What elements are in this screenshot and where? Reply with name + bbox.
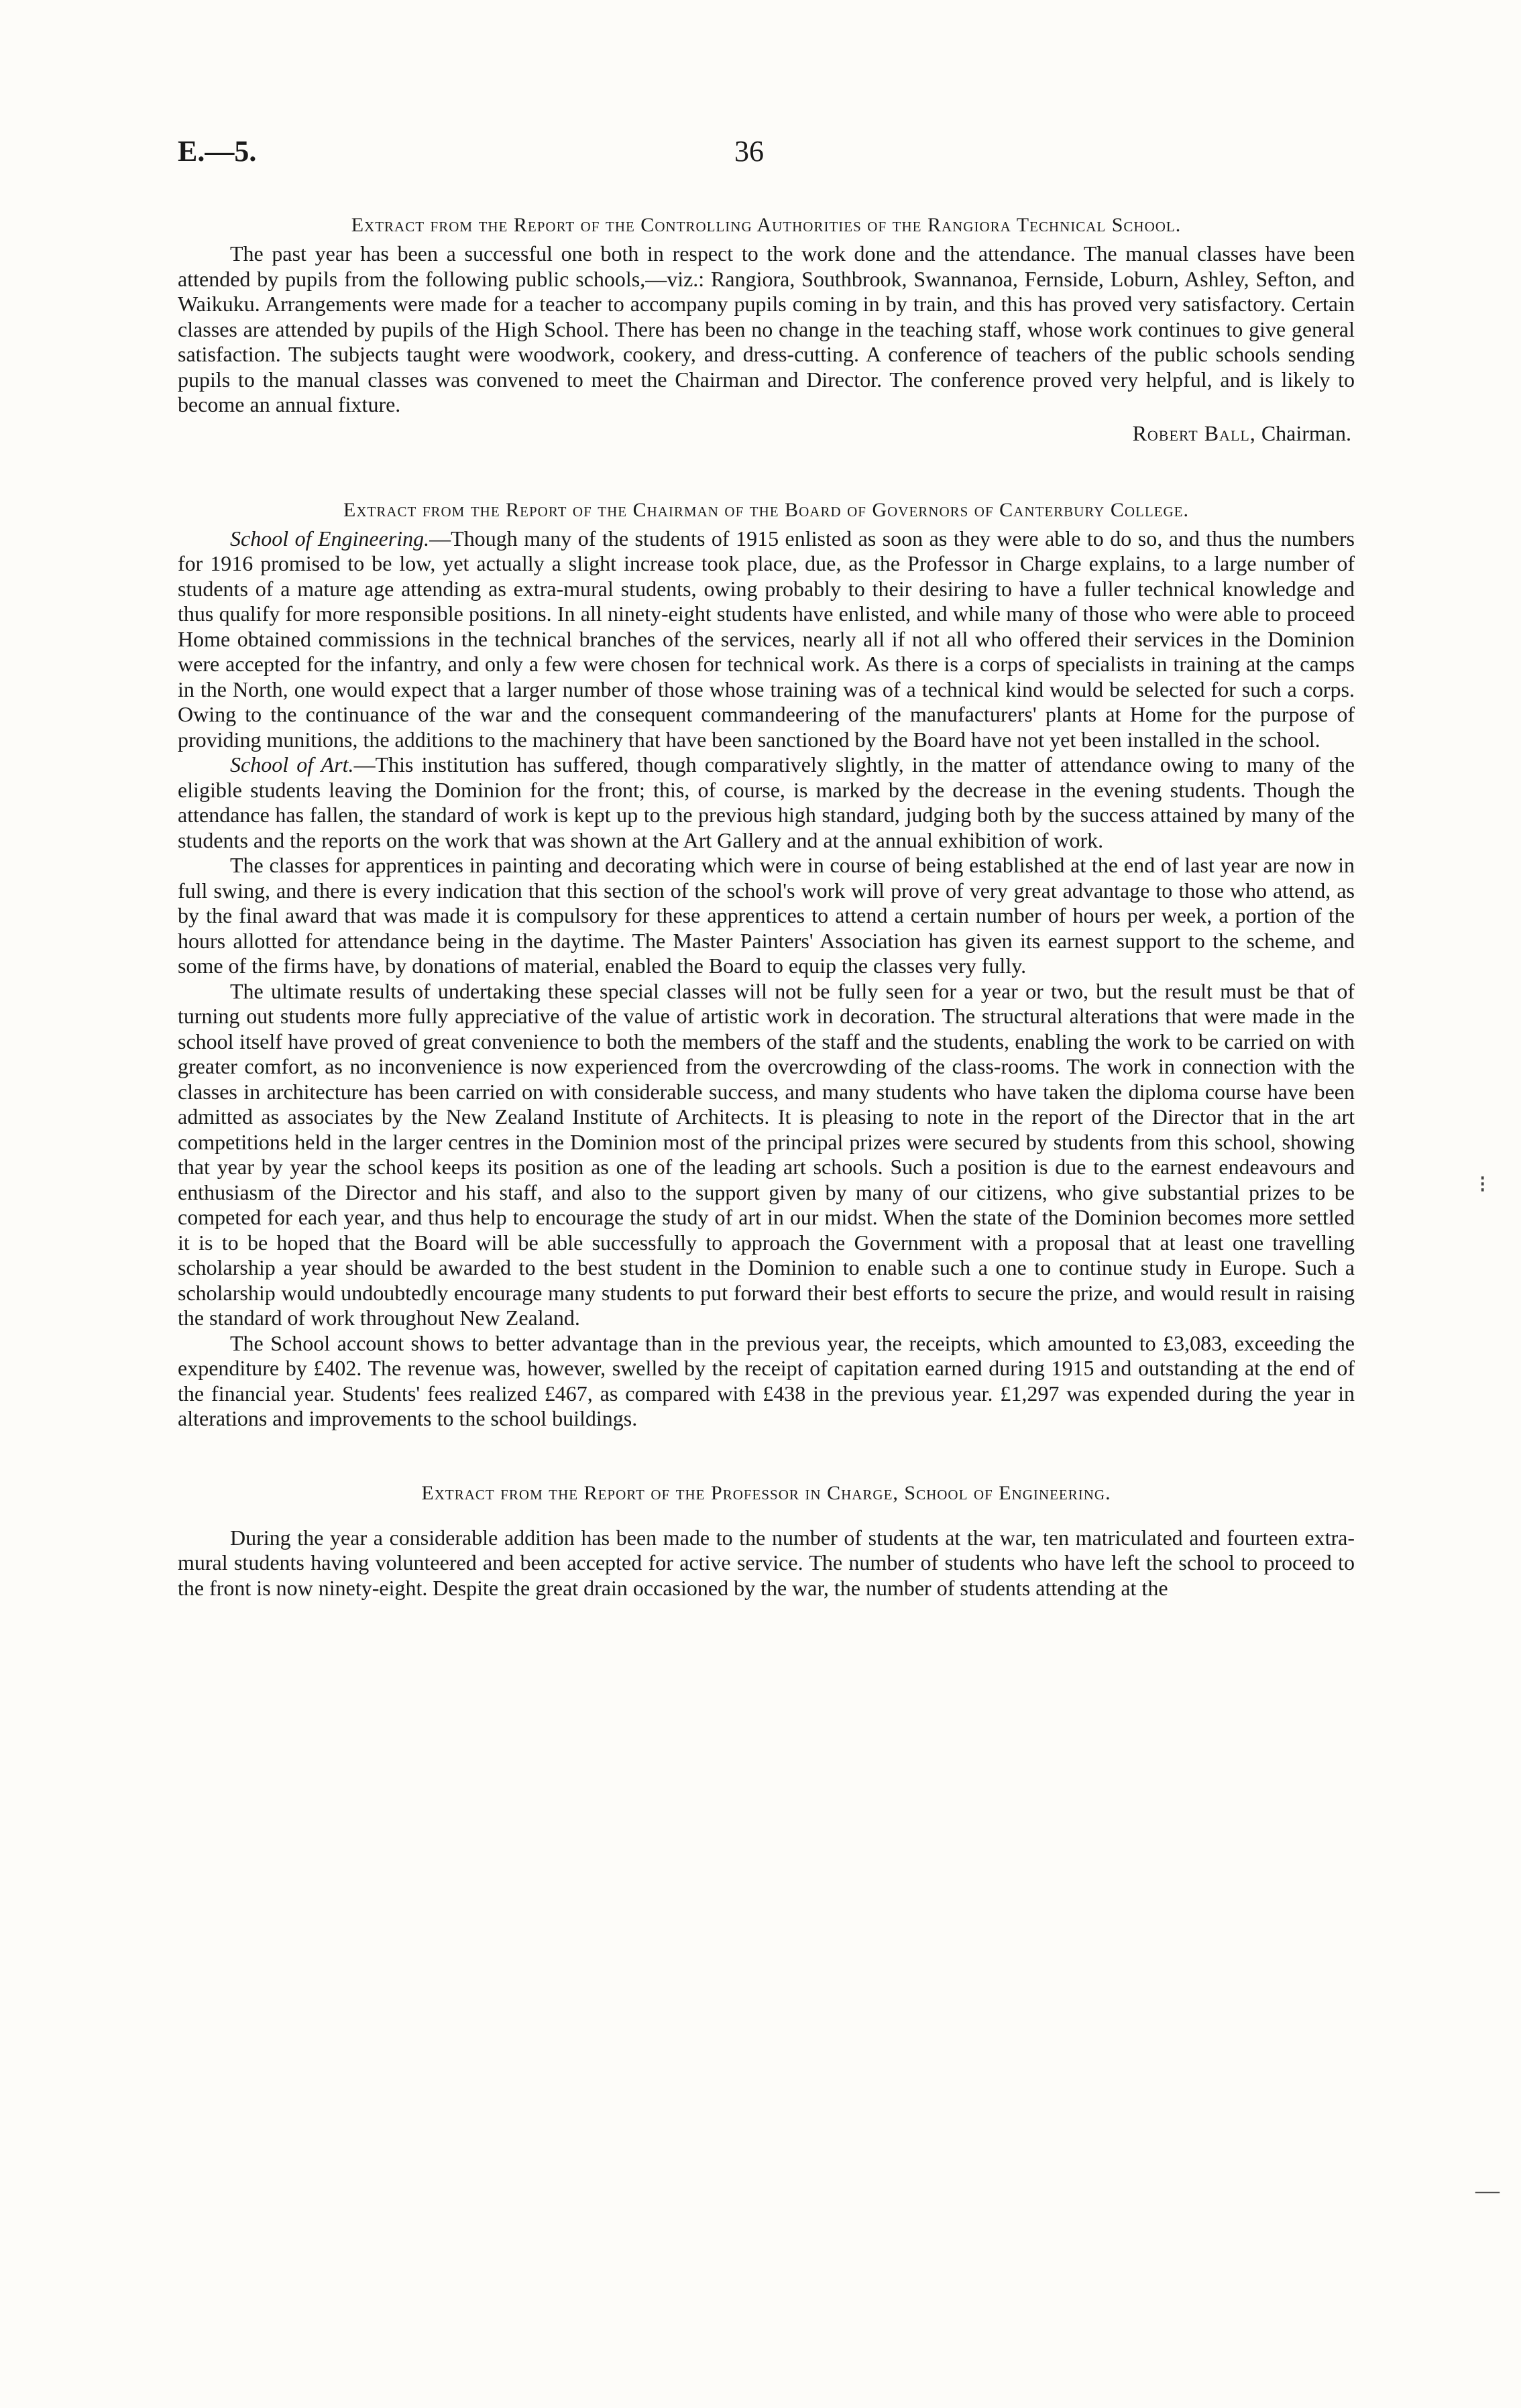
section-title: Extract from the Report of the Controlling Authorities of the Rangiora Technical School.	[351, 214, 1182, 236]
document-id: E.—5.	[178, 135, 257, 168]
signature	[178, 420, 1355, 446]
section-title: Extract from the Report of the Professor in Charge, School of Engineering.	[421, 1481, 1111, 1504]
paragraph: The past year has been a successful one both in respect to the work done and the attendance. The manual classes have been attended by pupils from the following public schools,—viz.: Rangiora, Southbrook, Swannanoa, Fernside, Loburn, Ashley, Sefton, and Waikuku. Arrangements were made for a teacher to accompany pupils coming in by train, and this has proved very satisfactory. Certain classes are attended by pupils of the High School. There has been no change in the teaching staff, whose work continues to give general satisfaction. The subjects taught were woodwork, cookery, and dress-cutting. A conference of teachers of the public schools sending pupils to the manual classes was convened to meet the Chairman and Director. The conference proved very helpful, and is likely to become an annual fixture.	[178, 241, 1355, 416]
section-title: Extract from the Report of the Chairman of the Board of Governors of Canterbury College.	[343, 498, 1189, 521]
document-page	[178, 134, 1355, 1601]
paragraph: The classes for apprentices in painting and decorating which were in course of being established at the end of last year are now in full swing, and there is every indication that this section of the school's work will prove of very great advantage to those who attend, as by the final award that was made it is compulsory for these apprentices to attend a certain number of hours per week, a portion of the hours allotted for attendance being in the daytime. The Master Painters' Association has given its earnest support to the scheme, and some of the firms have, by donations of material, enabled the Board to equip the classes very fully.	[178, 853, 1355, 978]
section-professor-engineering	[178, 1481, 1355, 1601]
paragraph: During the year a considerable addition has been made to the number of students at the war, ten matriculated and fourteen extra-mural students having volunteered and been accepted for active service. The number of students who have left the school to proceed to the front is now ninety-eight. Despite the great drain occasioned by the war, the number of students attending at the	[178, 1525, 1355, 1600]
paragraph-text: —This institution has suffered, though comparatively slightly, in the matter of attendance owing to many of the eligible students leaving the Dominion for the front; this, of course, is marked by the decrease in the evening students. Though the attendance has fallen, the standard of work is kept up to the previous high standard, judging both by the success attained by many of the students and the reports on the work that was shown at the Art Gallery and at the annual exhibition of work.	[178, 752, 1355, 852]
paragraph: The School account shows to better advantage than in the previous year, the receipts, which amounted to £3,083, exceeding the expenditure by £402. The revenue was, however, swelled by the receipt of capitation earned during 1915 and outstanding at the end of the financial year. Students' fees realized £467, as compared with £438 in the previous year. £1,297 was expended during the year in alterations and improvements to the school buildings.	[178, 1330, 1355, 1430]
paragraph-lead: School of Art.	[230, 752, 354, 777]
paragraph-lead: School of Engineering.	[230, 526, 430, 551]
paragraph-text: —Though many of the students of 1915 enlisted as soon as they were able to do so, and thus the numbers for 1916 promised to be low, yet actually a slight increase took place, due, as the Professor in Charge explains, to a large number of students of a mature age attending as extra-mural students, owing probably to their desiring to have a fuller technical knowledge and thus qualify for more responsible positions. In all ninety-eight students have enlisted, and while many of those who were able to proceed Home obtained commissions in the technical branches of the services, nearly all if not all who offered their services in the Dominion were accepted for the infantry, and only a few were chosen for technical work. As there is a corps of specialists in training at the camps in the North, one would expect that a larger number of those whose training was of a technical kind would be selected for such a corps. Owing to the continuance of the war and the consequent commandeering of the manufacturers' plants at Home for the purpose of providing munitions, the additions to the machinery that have been sanctioned by the Board have not yet been installed in the school.	[178, 526, 1355, 752]
scan-mark: —	[1475, 2177, 1500, 2203]
page-number: 36	[734, 135, 764, 168]
paragraph: The ultimate results of undertaking these special classes will not be fully seen for a year or two, but the result must be that of turning out students more fully appreciative of the value of artistic work in decoration. The structural alterations that were made in the school itself have proved of great convenience to both the members of the staff and the students, enabling the work to be carried on with greater comfort, as no inconvenience is now experienced from the overcrowding of the class-rooms. The work in connection with the classes in architecture has been carried on with considerable success, and many students who have taken the diploma course have been admitted as associates by the New Zealand Institute of Architects. It is pleasing to note in the report of the Director that in the art competitions held in the larger centres in the Dominion most of the principal prizes were secured by students from this school, showing that year by year the school keeps its position as one of the leading art schools. Such a position is due to the earnest endeavours and enthusiasm of the Director and his staff, and also to the support given by many of our citizens, who give substantial prizes to be competed for each year, and thus help to encourage the study of art in our midst. When the state of the Dominion becomes more settled it is to be hoped that the Board will be able successfully to approach the Government with a proposal that at least one travelling scholarship a year should be awarded to the best student in the Dominion to enable such a one to continue study in Europe. Such a scholarship would undoubtedly encourage many students to put forward their best efforts to secure the prize, and would result in raising the standard of work throughout New Zealand.	[178, 978, 1355, 1330]
signature-role: Chairman.	[1261, 420, 1351, 445]
page-header	[178, 134, 1355, 181]
section-canterbury-college	[178, 498, 1355, 1432]
signature-name: Robert Ball,	[1132, 420, 1256, 445]
paragraph-art	[178, 752, 1355, 853]
paragraph-engineering	[178, 526, 1355, 753]
section-rangiora	[178, 213, 1355, 446]
scan-mark: ⁝	[1479, 1171, 1487, 1198]
